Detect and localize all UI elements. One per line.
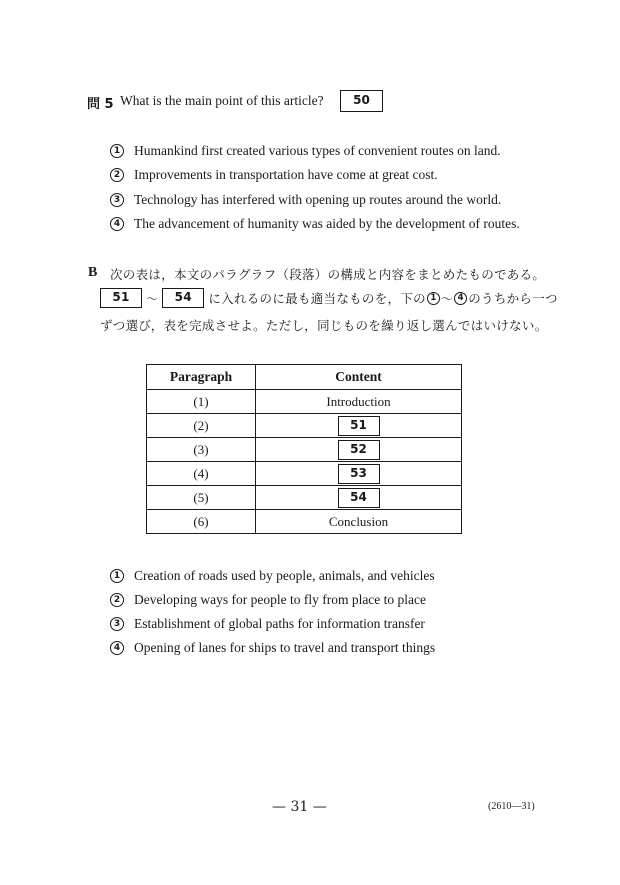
paragraph-cell: (6) (147, 510, 256, 534)
answer-box-52: 52 (338, 440, 380, 460)
circled-number-icon: 1 (110, 569, 124, 583)
content-cell (256, 438, 462, 462)
section-b-instruction-line3: ずつ選び，表を完成させよ。ただし，同じものを繰り返し選んではいけない。 (100, 318, 548, 333)
answer-box-51: 51 (338, 416, 380, 436)
circled-number-icon: 2 (110, 593, 124, 607)
choice-text: Opening of lanes for ships to travel and transport things (134, 640, 436, 655)
option-4 (110, 216, 520, 232)
circled-number-icon: 4 (454, 292, 467, 305)
paragraph-cell: (4) (147, 462, 256, 486)
tilde: ～ (440, 291, 454, 306)
answer-box-50: 50 (340, 90, 383, 112)
circled-number-icon: 3 (110, 617, 124, 631)
page-number: — 31 — (272, 799, 327, 815)
section-b-instruction-line1: 次の表は，本文のパラグラフ（段落）の構成と内容をまとめたものである。 (110, 267, 546, 282)
paragraph-cell: (1) (147, 390, 256, 414)
option-2 (110, 167, 438, 183)
content-cell: Introduction (256, 390, 462, 414)
content-cell (256, 462, 462, 486)
content-cell (256, 414, 462, 438)
choice-text: Establishment of global paths for information transfer (134, 616, 425, 631)
option-text: Improvements in transportation have come at great cost. (134, 167, 438, 182)
choice-4 (110, 640, 435, 656)
section-b-instruction-line2 (100, 288, 558, 308)
choice-text: Developing ways for people to fly from place to place (134, 592, 427, 607)
option-text: The advancement of humanity was aided by the development of routes. (134, 216, 520, 231)
section-b-label: B (88, 265, 98, 280)
instruction-text: のうちから一つ (468, 291, 558, 306)
table-row (147, 390, 462, 414)
paragraph-cell: (5) (147, 486, 256, 510)
circled-number-icon: 4 (110, 641, 124, 655)
choice-3 (110, 616, 425, 632)
instruction-text: に入れるのに最も適当なものを，下の (208, 291, 426, 306)
table-row (147, 414, 462, 438)
answer-box-53: 53 (338, 464, 380, 484)
header-paragraph: Paragraph (147, 365, 256, 390)
table-row (147, 438, 462, 462)
paragraph-cell: (3) (147, 438, 256, 462)
table-row (147, 486, 462, 510)
table-header-row (147, 365, 462, 390)
option-text: Humankind first created various types of convenient routes on land. (134, 143, 501, 158)
choice-text: Creation of roads used by people, animals, and vehicles (134, 568, 435, 583)
exam-code: (2610—31) (488, 801, 535, 812)
choice-1 (110, 568, 435, 584)
option-1 (110, 143, 501, 159)
option-text: Technology has interfered with opening up routes around the world. (134, 192, 502, 207)
circled-number-icon: 1 (110, 144, 124, 158)
circled-number-icon: 1 (427, 292, 440, 305)
circled-number-icon: 2 (110, 168, 124, 182)
header-content: Content (256, 365, 462, 390)
question-number: 問 5 (87, 97, 114, 112)
table-row (147, 462, 462, 486)
question-text: What is the main point of this article? (120, 93, 324, 108)
content-cell: Conclusion (256, 510, 462, 534)
paragraph-cell: (2) (147, 414, 256, 438)
paragraph-content-table (146, 364, 462, 534)
tilde: ～ (146, 291, 159, 306)
answer-box-54: 54 (338, 488, 380, 508)
choice-2 (110, 592, 426, 608)
circled-number-icon: 3 (110, 193, 124, 207)
answer-box-54: 54 (162, 288, 204, 308)
answer-box-51: 51 (100, 288, 142, 308)
option-3 (110, 192, 501, 208)
content-cell (256, 486, 462, 510)
circled-number-icon: 4 (110, 217, 124, 231)
table-row (147, 510, 462, 534)
